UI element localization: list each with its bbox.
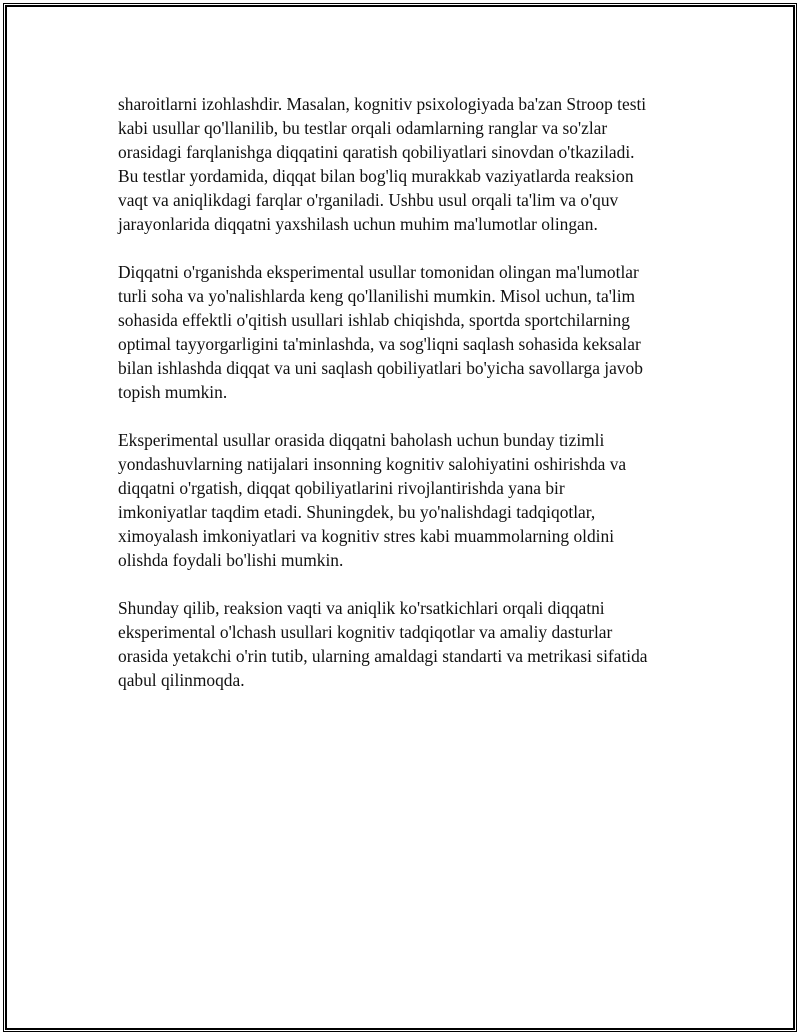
text-line: yondashuvlarning natijalari insonning kognitiv salohiyatini oshirishda va xyxy=(118,454,627,474)
text-line: Eksperimental usullar orasida diqqatni baholash uchun bunday tizimli xyxy=(118,430,605,450)
text-line: kabi usullar qo'llanilib, bu testlar orqali odamlarning ranglar va so'zlar xyxy=(118,118,608,138)
text-line: ximoyalash imkoniyatlari va kognitiv stres kabi muammolarning oldini xyxy=(118,526,615,546)
text-line: jarayonlarida diqqatni yaxshilash uchun muhim ma'lumotlar olingan. xyxy=(118,214,598,234)
text-line: olishda foydali bo'lishi mumkin. xyxy=(118,550,344,570)
paragraph-2 xyxy=(118,260,688,404)
text-line: topish mumkin. xyxy=(118,382,228,402)
text-line: vaqt va aniqlikdagi farqlar o'rganiladi. Ushbu usul orqali ta'lim va o'quv xyxy=(118,190,619,210)
document-body xyxy=(118,92,688,716)
text-line: imkoniyatlar taqdim etadi. Shuningdek, bu yo'nalishdagi tadqiqotlar, xyxy=(118,502,596,522)
paragraph-4 xyxy=(118,596,688,692)
text-line: orasidagi farqlanishga diqqatini qaratish qobiliyatlari sinovdan o'tkaziladi. xyxy=(118,142,635,162)
text-line: orasida yetakchi o'rin tutib, ularning amaldagi standarti va metrikasi sifatida xyxy=(118,646,648,666)
text-line: sohasida effektli o'qitish usullari ishlab chiqishda, sportda sportchilarning xyxy=(118,310,630,330)
text-line: Diqqatni o'rganishda eksperimental usullar tomonidan olingan ma'lumotlar xyxy=(118,262,639,282)
text-line: Shunday qilib, reaksion vaqti va aniqlik ko'rsatkichlari orqali diqqatni xyxy=(118,598,605,618)
text-line: eksperimental o'lchash usullari kognitiv tadqiqotlar va amaliy dasturlar xyxy=(118,622,613,642)
text-line: Bu testlar yordamida, diqqat bilan bog'liq murakkab vaziyatlarda reaksion xyxy=(118,166,634,186)
text-line: turli soha va yo'nalishlarda keng qo'llanilishi mumkin. Misol uchun, ta'lim xyxy=(118,286,636,306)
paragraph-3 xyxy=(118,428,688,572)
paragraph-1 xyxy=(118,92,688,236)
text-line: optimal tayyorgarligini ta'minlashda, va sog'liqni saqlash sohasida keksalar xyxy=(118,334,641,354)
text-line: qabul qilinmoqda. xyxy=(118,670,245,690)
text-line: sharoitlarni izohlashdir. Masalan, kognitiv psixologiyada ba'zan Stroop testi xyxy=(118,94,647,114)
text-line: bilan ishlashda diqqat va uni saqlash qobiliyatlari bo'yicha savollarga javob xyxy=(118,358,643,378)
text-line: diqqatni o'rgatish, diqqat qobiliyatlarini rivojlantirishda yana bir xyxy=(118,478,565,498)
